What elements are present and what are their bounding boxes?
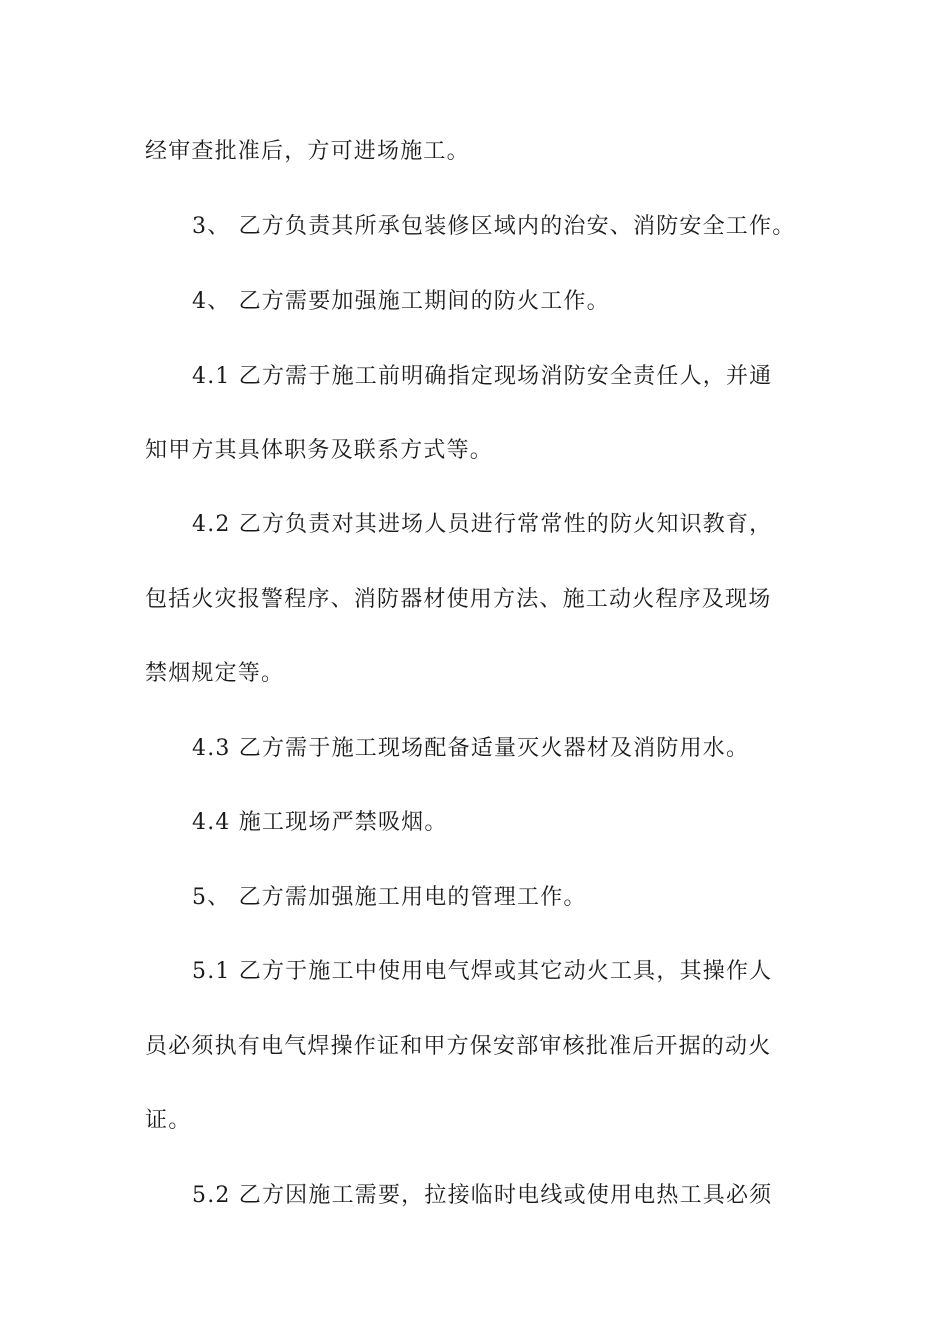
text-line: 4.3 乙方需于施工现场配备适量灭火器材及消防用水。	[192, 736, 750, 761]
text-line: 4.2 乙方负责对其进场人员进行常常性的防火知识教育，	[192, 512, 773, 537]
text-line: 证。	[145, 1108, 192, 1133]
text-line: 知甲方其具体职务及联系方式等。	[145, 438, 494, 463]
text-line: 员必须执有电气焊操作证和甲方保安部审核批准后开据的动火	[145, 1034, 772, 1059]
text-line: 包括火灾报警程序、消防器材使用方法、施工动火程序及现场	[145, 587, 772, 612]
text-line: 4、 乙方需要加强施工期间的防火工作。	[192, 289, 610, 314]
text-line: 4.4 施工现场严禁吸烟。	[192, 810, 448, 835]
text-line: 5.2 乙方因施工需要，拉接临时电线或使用电热工具必须	[192, 1183, 773, 1208]
text-line: 5、 乙方需加强施工用电的管理工作。	[192, 885, 587, 910]
text-line: 经审查批准后，方可进场施工。	[145, 139, 470, 164]
text-line: 5.1 乙方于施工中使用电气焊或其它动火工具，其操作人	[192, 959, 773, 984]
text-line: 3、 乙方负责其所承包装修区域内的治安、消防安全工作。	[192, 214, 796, 239]
text-line: 禁烟规定等。	[145, 661, 285, 686]
text-line: 4.1 乙方需于施工前明确指定现场消防安全责任人，并通	[192, 364, 773, 389]
